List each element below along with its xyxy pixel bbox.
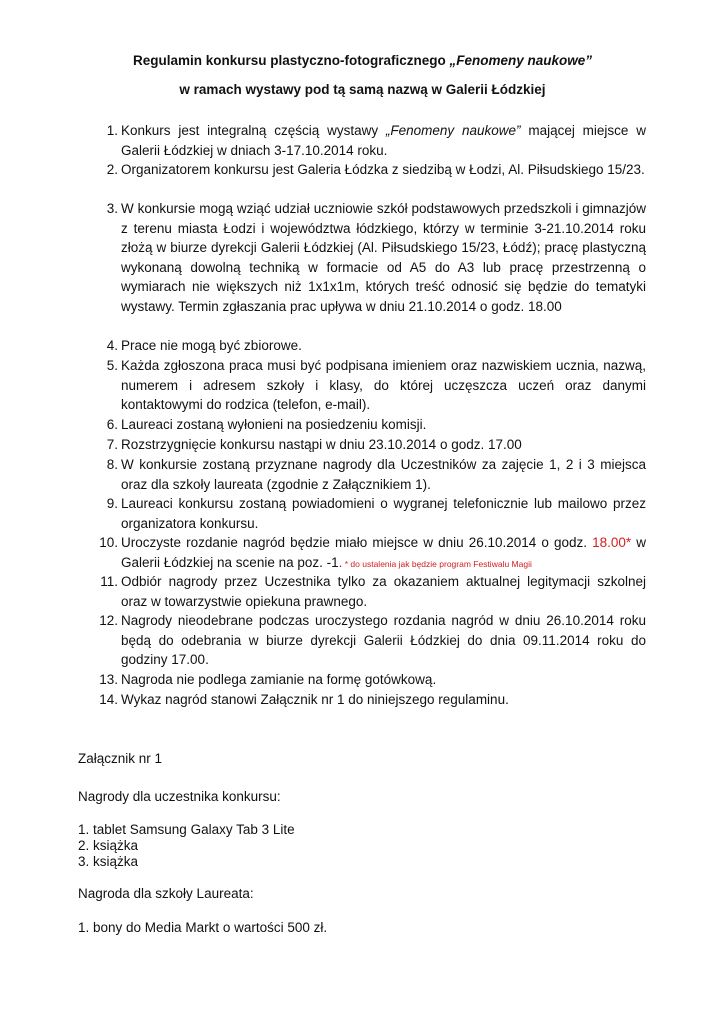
rule-item bbox=[0, 121, 725, 160]
rule-item bbox=[0, 435, 725, 455]
rule-time-highlight: 18.00* bbox=[592, 535, 632, 550]
rule-text: Prace nie mogą być zbiorowe. bbox=[121, 338, 302, 353]
rule-item bbox=[0, 415, 725, 435]
rule-number: 8. bbox=[106, 457, 118, 472]
rule-number: 1. bbox=[106, 123, 118, 138]
rule-text: Rozstrzygnięcie konkursu nastąpi w dniu 23.10.2014 o godz. 17.00 bbox=[121, 437, 522, 452]
rule-number: 12. bbox=[99, 613, 118, 628]
rule-number: 5. bbox=[106, 358, 118, 373]
school-prize-heading: Nagroda dla szkoły Laureata: bbox=[78, 886, 254, 901]
rule-item bbox=[0, 611, 725, 670]
title-competition-name: „Fenomeny naukowe” bbox=[449, 53, 593, 68]
participants-prizes-heading: Nagrody dla uczestnika konkursu: bbox=[78, 789, 281, 804]
rule-item bbox=[0, 533, 725, 572]
rule-text: Nagroda nie podlega zamianie na formę gotówkową. bbox=[121, 672, 437, 687]
rule-text: Laureaci konkursu zostaną powiadomieni o wygranej telefonicznie lub mailowo przez organizatora konkursu. bbox=[121, 496, 646, 531]
rule-text-part: mającej miejsce w Galerii Łódzkiej w dniach 3-17.10.2014 roku. bbox=[121, 123, 646, 158]
rule-number: 14. bbox=[99, 692, 118, 707]
rule-text-part: Konkurs jest integralną częścią wystawy bbox=[121, 123, 386, 138]
rule-item bbox=[0, 494, 725, 533]
rule-text: W konkursie zostaną przyznane nagrody dla Uczestników za zajęcie 1, 2 i 3 miejsca oraz dla szkoły laureata (zgodnie z Załącznikiem 1). bbox=[121, 457, 646, 492]
rule-text: Organizatorem konkursu jest Galeria Łódzka z siedzibą w Łodzi, Al. Piłsudskiego 15/23. bbox=[121, 162, 645, 177]
annex-title: Załącznik nr 1 bbox=[78, 751, 163, 766]
rule-text: Nagrody nieodebrane podczas uroczystego rozdania nagród w dniu 26.10.2014 roku będą do odebrania w biurze dyrekcji Galerii Łódzkiej do dnia 09.11.2014 roku do godziny 17.00. bbox=[121, 613, 646, 668]
rule-text: Laureaci zostaną wyłonieni na posiedzeniu komisji. bbox=[121, 417, 427, 432]
rule-item bbox=[0, 356, 725, 415]
rule-item bbox=[0, 336, 725, 356]
rule-text-part: Uroczyste rozdanie nagród będzie miało miejsce w dniu 26.10.2014 o godz. bbox=[121, 535, 593, 550]
rule-number: 2. bbox=[106, 162, 118, 177]
prize-item: 1. tablet Samsung Galaxy Tab 3 Lite bbox=[78, 822, 295, 837]
rule-item bbox=[0, 199, 725, 336]
rules-list bbox=[0, 121, 725, 710]
prize-item: 2. książka bbox=[78, 838, 139, 853]
title-prefix: Regulamin konkursu plastyczno-fotograficznego bbox=[132, 53, 450, 68]
rule-text: Wykaz nagród stanowi Załącznik nr 1 do niniejszego regulaminu. bbox=[121, 692, 509, 707]
rule-number: 4. bbox=[106, 338, 118, 353]
rule-item bbox=[0, 455, 725, 494]
rule-number: 6. bbox=[106, 417, 118, 432]
rule-item bbox=[0, 670, 725, 690]
rule-item bbox=[0, 572, 725, 611]
rule-text-red-dot: . bbox=[338, 554, 343, 570]
rule-number: 10. bbox=[99, 535, 118, 550]
rule-text: Odbiór nagrody przez Uczestnika tylko za okazaniem aktualnej legitymacji szkolnej oraz w towarzystwie opiekuna prawnego. bbox=[121, 574, 646, 609]
rule-number: 11. bbox=[100, 574, 118, 589]
school-prize-item: 1. bony do Media Markt o wartości 500 zł. bbox=[78, 920, 328, 935]
rule-number: 3. bbox=[106, 201, 118, 216]
prize-item: 3. książka bbox=[78, 854, 139, 869]
rule-text: Każda zgłoszona praca musi być podpisana imieniem oraz nazwiskiem ucznia, nazwą, numerem i adresem szkoły i klasy, do której uczęszcza uczeń oraz danymi kontaktowymi do rodzica (telefon, e-mail). bbox=[121, 358, 646, 413]
document-subtitle: w ramach wystawy pod tą samą nazwą w Galerii Łódzkiej bbox=[179, 82, 546, 97]
rule-text-part: w Galerii Łódzkiej na scenie na poz. -1 bbox=[121, 535, 647, 570]
rule-text: W konkursie mogą wziąć udział uczniowie szkół podstawowych przedszkoli i gimnazjów z terenu miasta Łodzi i województwa łódzkiego, którzy w terminie 3-21.10.2014 roku złożą w biurze dyrekcji Galerii Łódzkiej (Al. Piłsudskiego 15/23, Łódź); pracę plastyczną wykonaną dowolną techniką w formacie od A5 do A3 lub pracę przestrzenną o wymiarach nie większych niż 1x1x1m, których treść odnosić się będzie do tematyki wystawy. Termin zgłaszania prac upływa w dniu 21.10.2014 o godz. 18.00 bbox=[121, 201, 646, 314]
rule-footnote: * do ustalenia jak będzie program Festiwalu Magii bbox=[342, 558, 532, 569]
rule-item bbox=[0, 690, 725, 710]
rule-item bbox=[0, 160, 725, 199]
rule-number: 9. bbox=[106, 496, 118, 511]
rule-number: 7. bbox=[106, 437, 118, 452]
rule-text bbox=[121, 533, 646, 574]
rule-text bbox=[121, 121, 646, 160]
rule-number: 13. bbox=[99, 672, 118, 687]
rule-text-italic: „Fenomeny naukowe” bbox=[385, 123, 521, 138]
document-title bbox=[0, 51, 725, 71]
